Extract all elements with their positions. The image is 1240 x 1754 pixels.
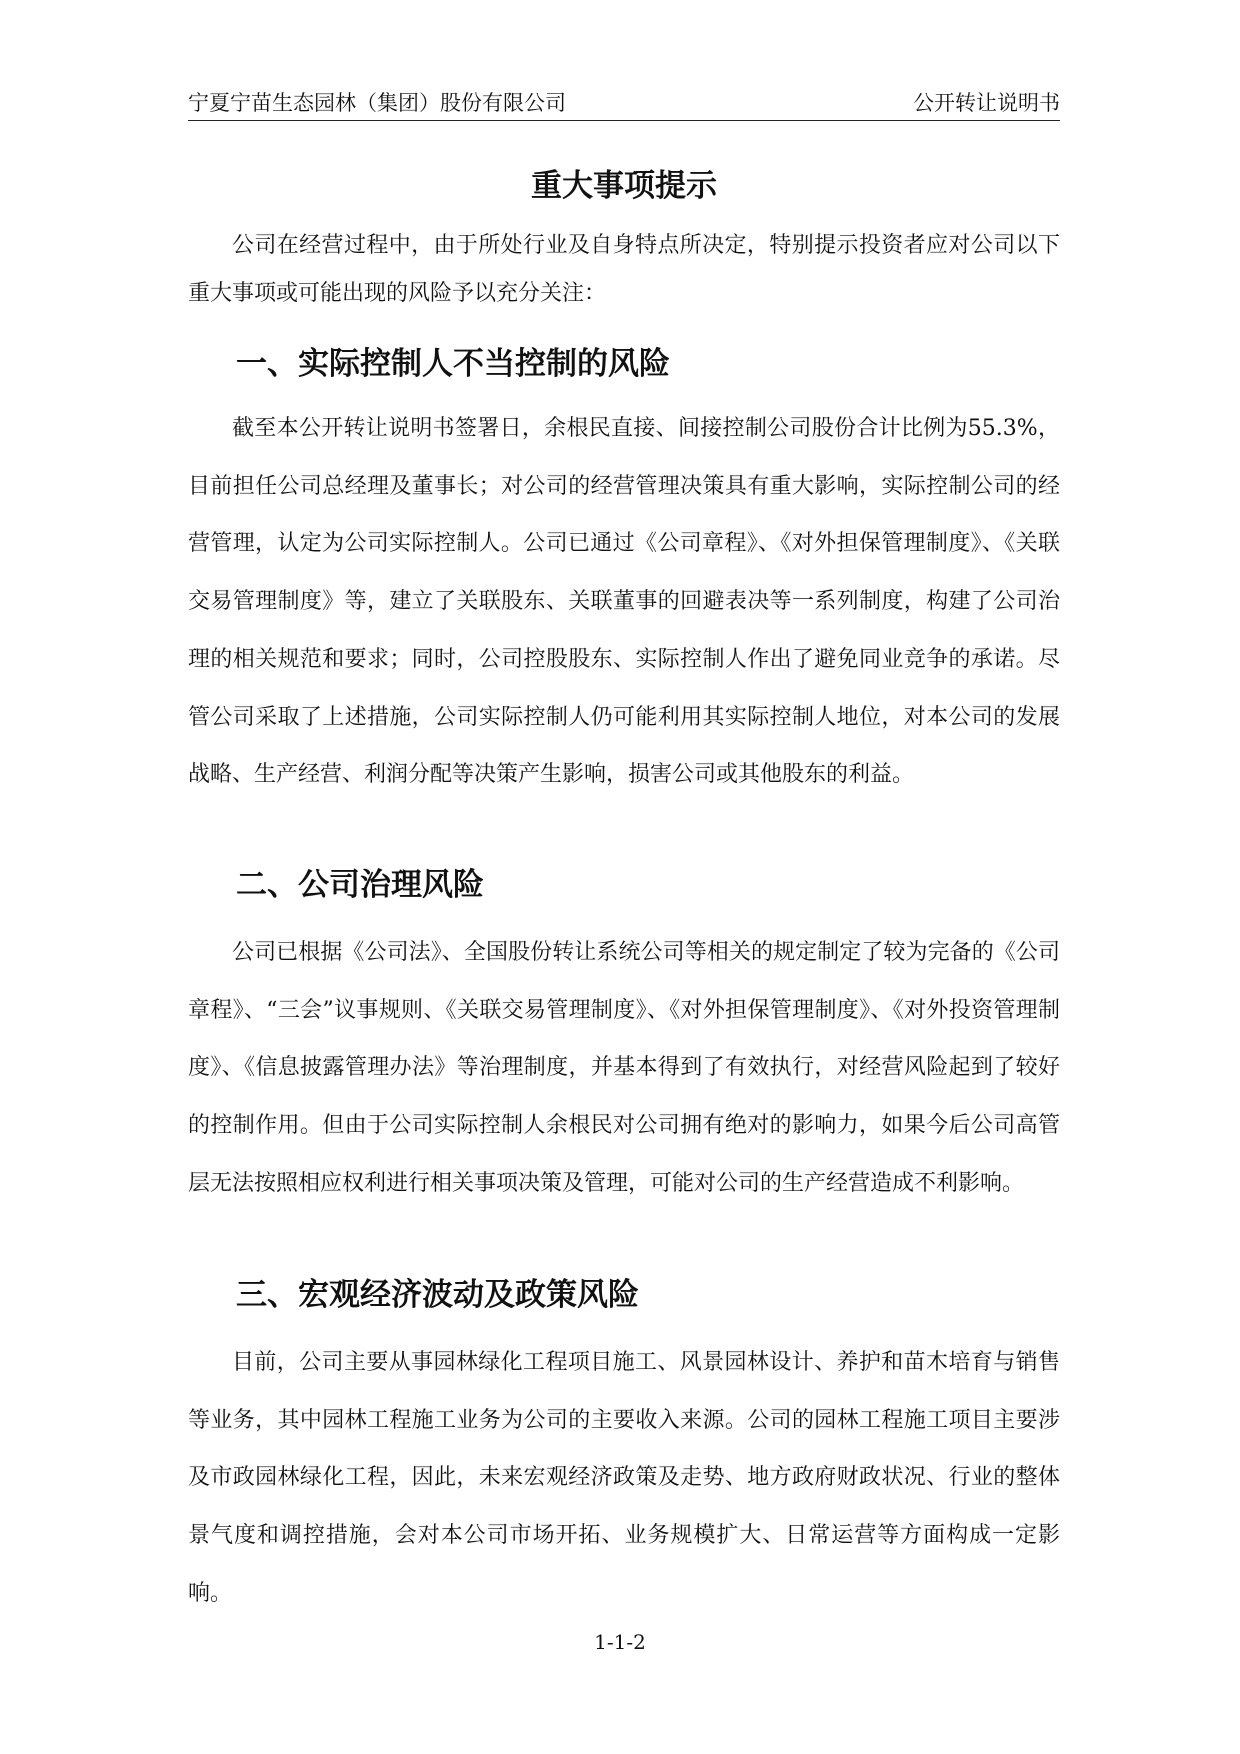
- section-body-governance-risk: 公司已根据《公司法》、全国股份转让系统公司等相关的规定制定了较为完备的《公司章程》、“三会”议事规则、《关联交易管理制度》、《对外担保管理制度》、《对外投资管理制度》、《信息披露管理办法》等治理制度，并基本得到了有效执行，对经营风险起到了较好的控制作用。但由于公司实际控制人余根民对公司拥有绝对的影响力，如果今后公司高管层无法按照相应权利进行相关事项决策及管理，可能对公司的生产经营造成不利影响。: [188, 940, 1060, 1196]
- intro-paragraph: 公司在经营过程中，由于所处行业及自身特点所决定，特别提示投资者应对公司以下重大事项或可能出现的风险予以充分关注：: [188, 233, 1060, 306]
- section-heading-governance-risk: 二、公司治理风险: [236, 867, 484, 903]
- page-title: 重大事项提示: [531, 168, 717, 204]
- section-heading-macro-policy-risk: 三、宏观经济波动及政策风险: [236, 1277, 639, 1313]
- section-heading-controller-risk: 一、实际控制人不当控制的风险: [236, 346, 670, 382]
- section-body-macro-policy-risk: 目前，公司主要从事园林绿化工程项目施工、风景园林设计、养护和苗木培育与销售等业务，其中园林工程施工业务为公司的主要收入来源。公司的园林工程施工项目主要涉及市政园林绿化工程，因此，未来宏观经济政策及走势、地方政府财政状况、行业的整体景气度和调控措施，会对本公司市场开拓、业务规模扩大、日常运营等方面构成一定影响。: [188, 1350, 1060, 1606]
- page-number: 1-1-2: [594, 1630, 646, 1654]
- section-body-controller-risk: 截至本公开转让说明书签署日，余根民直接、间接控制公司股份合计比例为55.3%，目前担任公司总经理及董事长；对公司的经营管理决策具有重大影响，实际控制公司的经营管理，认定为公司实际控制人。公司已通过《公司章程》、《对外担保管理制度》、《关联交易管理制度》等，建立了关联股东、关联董事的回避表决等一系列制度，构建了公司治理的相关规范和要求；同时，公司控股股东、实际控制人作出了避免同业竞争的承诺。尽管公司采取了上述措施，公司实际控制人仍可能利用其实际控制人地位，对本公司的发展战略、生产经营、利润分配等决策产生影响，损害公司或其他股东的利益。: [188, 416, 1060, 788]
- header-company-name: 宁夏宁苗生态园林（集团）股份有限公司: [188, 91, 566, 115]
- page-header: [188, 88, 1060, 121]
- header-document-type: 公开转让说明书: [913, 91, 1060, 115]
